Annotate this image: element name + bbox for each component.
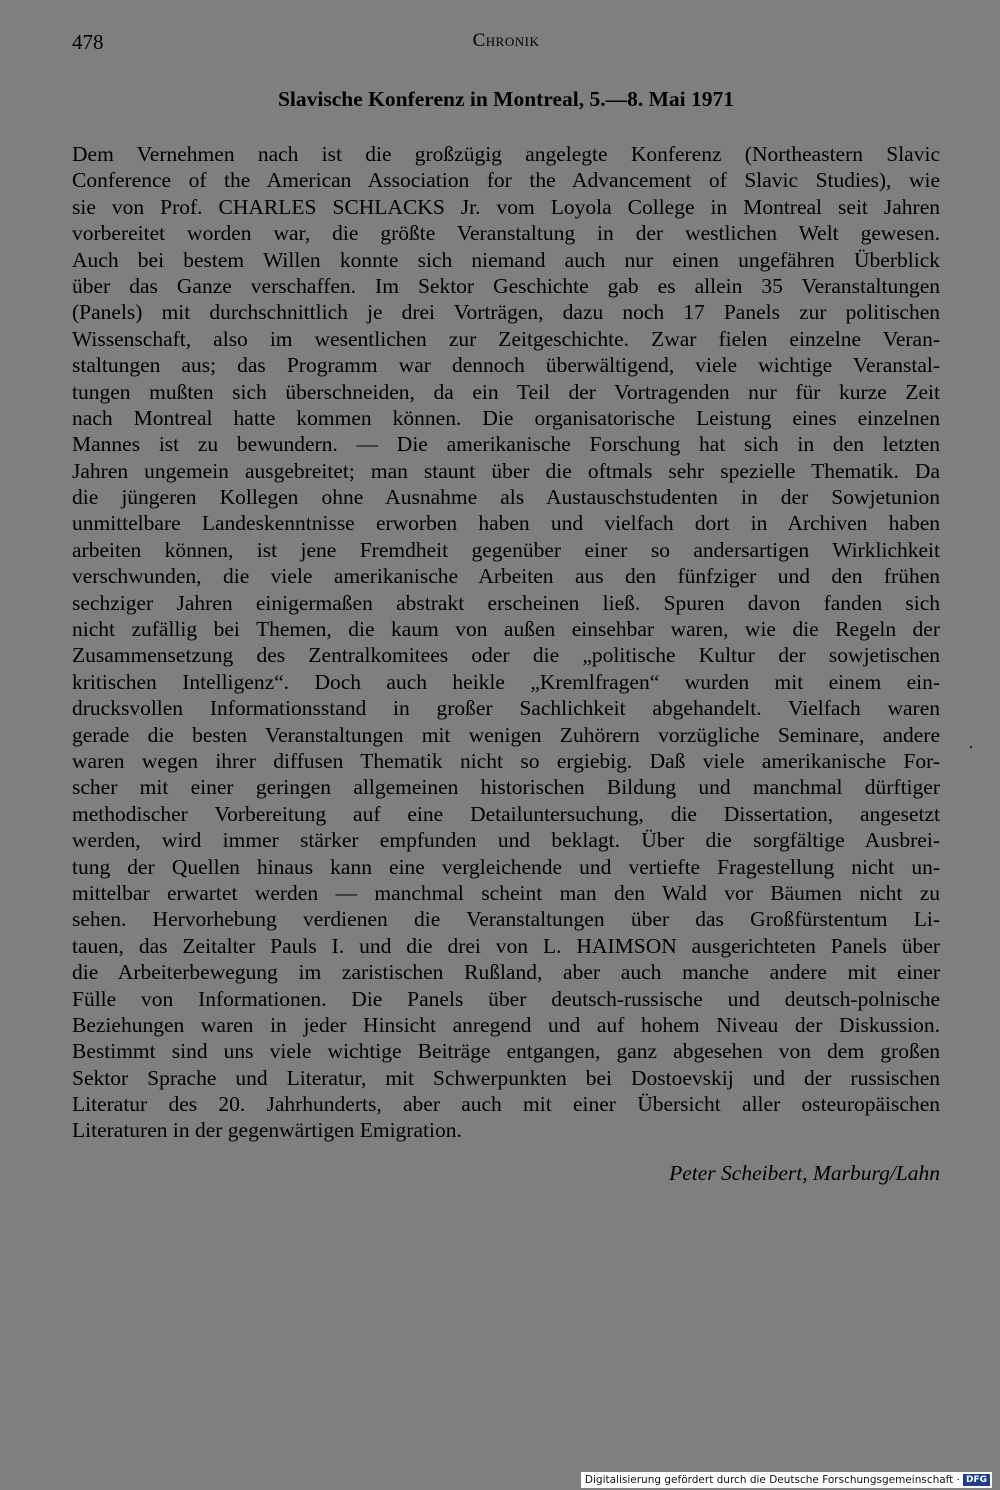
text-line: Bestimmt sind uns viele wichtige Beiträge entgangen, ganz abgesehen von dem großen — [72, 1039, 940, 1064]
text-line: Sektor Sprache und Literatur, mit Schwerpunkten bei Dostoevskij und der russischen — [72, 1065, 940, 1090]
text-line: Conference of the American Association for the Advancement of Slavic Studies), wie — [72, 168, 940, 193]
text-line: Mannes ist zu bewundern. — Die amerikanische Forschung hat sich in den letzten — [72, 432, 940, 457]
text-line: tauen, das Zeitalter Pauls I. und die drei von L. HAIMSON ausgerichteten Panels über — [72, 933, 940, 958]
text-line: Literaturen in der gegenwärtigen Emigration. — [72, 1118, 462, 1143]
article-body — [72, 141, 940, 1144]
text-line: kritischen Intelligenz“. Doch auch heikle „Kremlfragen“ wurden mit einem ein- — [72, 669, 940, 694]
text-line: die jüngeren Kollegen ohne Ausnahme als Austauschstudenten in der Sowjetunion — [72, 485, 940, 510]
text-line: Jahren ungemein ausgebreitet; man staunt über die oftmals sehr spezielle Thematik. Da — [72, 458, 940, 483]
text-line: Auch bei bestem Willen konnte sich niemand auch nur einen ungefähren Überblick — [72, 247, 940, 272]
page-header — [72, 30, 940, 60]
text-line: Fülle von Informationen. Die Panels über deutsch-russische und deutsch-polnische — [72, 986, 940, 1011]
text-line: arbeiten können, ist jene Fremdheit gegenüber einer so andersartigen Wirklichkeit — [72, 537, 940, 562]
text-line: Beziehungen waren in jeder Hinsicht anregend und auf hohem Niveau der Diskussion. — [72, 1012, 940, 1037]
text-line: sie von Prof. CHARLES SCHLACKS Jr. vom Loyola College in Montreal seit Jahren — [72, 194, 940, 219]
text-line: über das Ganze verschaffen. Im Sektor Geschichte gab es allein 35 Veranstaltungen — [72, 273, 940, 298]
text-line: scher mit einer geringen allgemeinen historischen Bildung und manchmal dürftiger — [72, 775, 940, 800]
text-line: sehen. Hervorhebung verdienen die Veranstaltungen über das Großfürstentum Li- — [72, 907, 940, 932]
digitization-footer — [581, 1472, 992, 1488]
article-title: Slavische Konferenz in Montreal, 5.—8. Mai 1971 — [277, 87, 735, 111]
text-line: tungen mußten sich überschneiden, da ein Teil der Vortragenden nur für kurze Zeit — [72, 379, 940, 404]
margin-mark — [970, 746, 972, 748]
running-head: Chronik — [472, 30, 540, 51]
text-line: vorbereitet worden war, die größte Veranstaltung in der westlichen Welt gewesen. — [72, 221, 940, 246]
text-line: Dem Vernehmen nach ist die großzügig angelegte Konferenz (Northeastern Slavic — [72, 142, 940, 166]
author-signature: Peter Scheibert, Marburg/Lahn — [669, 1161, 940, 1185]
text-line: gerade die besten Veranstaltungen mit wenigen Zuhörern vorzügliche Seminare, andere — [72, 722, 940, 747]
page-number: 478 — [72, 30, 104, 54]
text-line: verschwunden, die viele amerikanische Arbeiten aus den fünfziger und den frühen — [72, 564, 940, 589]
text-line: mittelbar erwartet werden — manchmal scheint man den Wald vor Bäumen nicht zu — [72, 880, 940, 905]
text-line: drucksvollen Informationsstand in großer Sachlichkeit abgehandelt. Vielfach waren — [72, 696, 940, 721]
text-line: staltungen aus; das Programm war dennoch überwältigend, viele wichtige Veranstal- — [72, 353, 940, 378]
text-line: methodischer Vorbereitung auf eine Detailuntersuchung, die Dissertation, angesetzt — [72, 801, 940, 826]
text-line: nach Montreal hatte kommen können. Die organisatorische Leistung eines einzelnen — [72, 405, 940, 430]
text-line: waren wegen ihrer diffusen Thematik nicht so ergiebig. Daß viele amerikanische For- — [72, 748, 940, 773]
footer-credit: Digitalisierung gefördert durch die Deutsche Forschungsgemeinschaft · — [584, 1474, 960, 1486]
text-line: Zusammensetzung des Zentralkomitees oder die „politische Kultur der sowjetischen — [72, 643, 940, 668]
text-line: (Panels) mit durchschnittlich je drei Vorträgen, dazu noch 17 Panels zur politischen — [72, 300, 940, 325]
dfg-logo-icon: DFG — [963, 1474, 990, 1486]
text-line: Literatur des 20. Jahrhunderts, aber auch mit einer Übersicht aller osteuropäischen — [72, 1092, 940, 1117]
text-line: sechziger Jahren einigermaßen abstrakt erscheinen ließ. Spuren davon fanden sich — [72, 590, 940, 615]
text-line: die Arbeiterbewegung im zaristischen Rußland, aber auch manche andere mit einer — [72, 960, 940, 985]
text-line: Wissenschaft, also im wesentlichen zur Zeitgeschichte. Zwar fielen einzelne Veran- — [72, 326, 940, 351]
text-line: nicht zufällig bei Themen, die kaum von außen einsehbar waren, wie die Regeln der — [72, 617, 940, 642]
text-line: unmittelbare Landeskenntnisse erworben haben und vielfach dort in Archiven haben — [72, 511, 940, 536]
text-line: tung der Quellen hinaus kann eine vergleichende und vertiefte Fragestellung nicht un- — [72, 854, 940, 879]
text-line: werden, wird immer stärker empfunden und beklagt. Über die sorgfältige Ausbrei- — [72, 828, 940, 853]
